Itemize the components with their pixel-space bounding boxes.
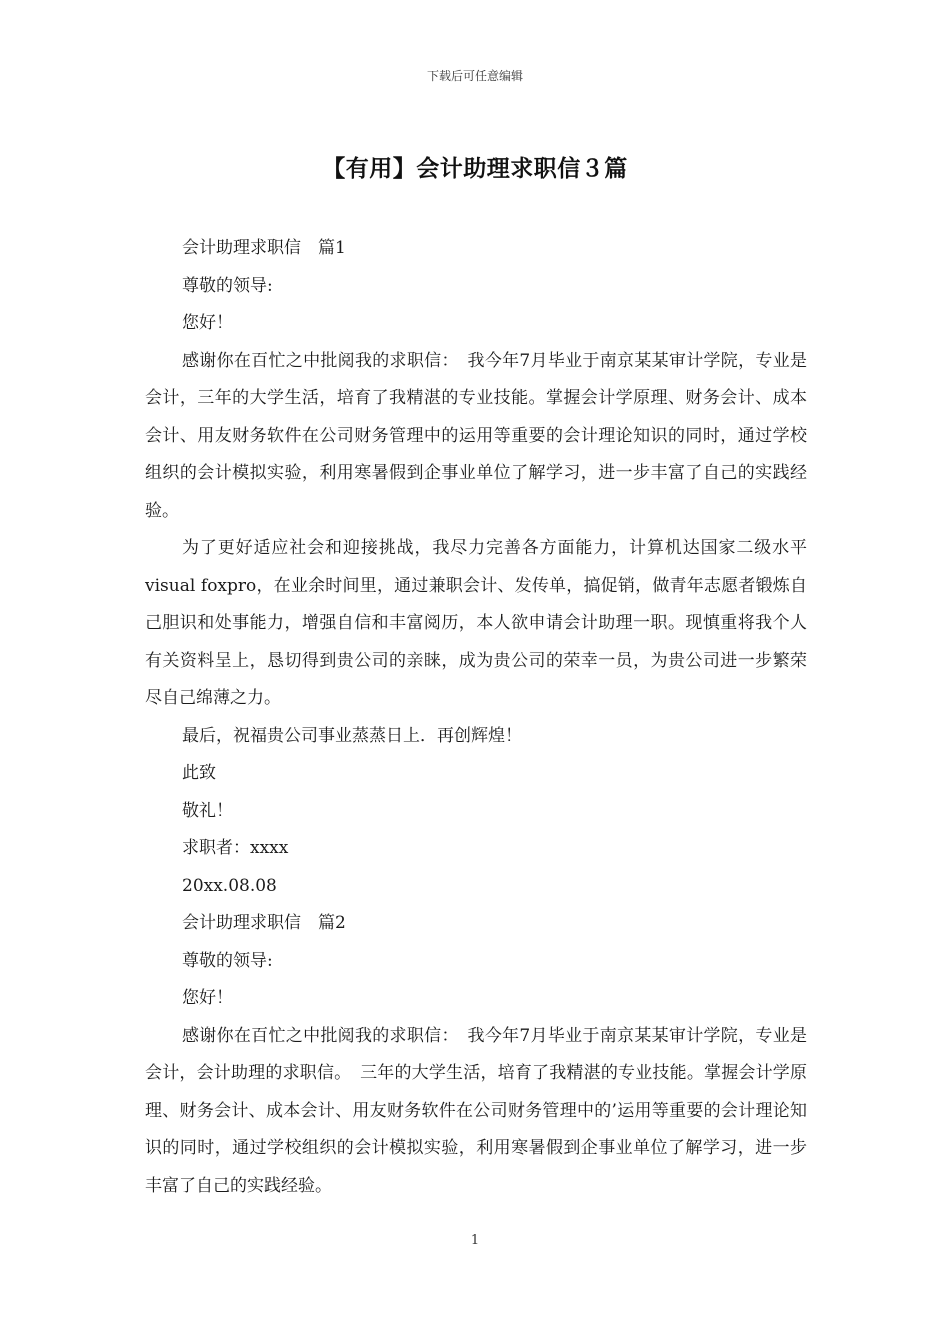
signature: 求职者：xxxx [182,838,289,858]
section-heading-2: 会计助理求职信 篇2 [182,913,346,933]
body-paragraph: 感谢你在百忙之中批阅我的求职信： 我今年7月毕业于南京某某审计学院，专业是会计，三年的大学生活，培育了我精湛的专业技能。掌握会计学原理、财务会计、成本会计、用友财务软件在公司财务管理中的运用等重要的会计理论知识的同时，通过学校组织的会计模拟实验，利用寒暑假到企事业单位了解学习，进一步丰富了自己的实践经验。 [145,350,807,521]
document-body [145,230,807,1205]
closing-phrase: 此致 [182,763,216,783]
document-title: 【有用】会计助理求职信３篇 [322,156,628,182]
closing-wish: 最后，祝福贵公司事业蒸蒸日上．再创辉煌！ [182,725,522,746]
page-number: 1 [470,1233,480,1248]
greeting: 您好！ [182,988,233,1008]
body-paragraph: 为了更好适应社会和迎接挑战，我尽力完善各方面能力，计算机达国家二级水平visual foxpro，在业余时间里，通过兼职会计、发传单，搞促销，做青年志愿者锻炼自己胆识和处事能力，增强自信和丰富阅历，本人欲申请会计助理一职。现慎重将我个人有关资料呈上，恳切得到贵公司的亲睐，成为贵公司的荣幸一员，为贵公司进一步繁荣尽自己绵薄之力。 [145,538,807,708]
letter-date: 20xx.08.08 [182,875,277,896]
salutation: 尊敬的领导: [182,275,273,296]
salutation: 尊敬的领导: [182,950,273,971]
closing-regards: 敬礼！ [182,800,233,821]
greeting: 您好！ [182,313,233,333]
section-heading-1: 会计助理求职信 篇1 [182,238,346,258]
page-header-note: 下载后可任意编辑 [426,69,523,83]
body-paragraph: 感谢你在百忙之中批阅我的求职信： 我今年7月毕业于南京某某审计学院，专业是会计，会计助理的求职信。 三年的大学生活，培育了我精湛的专业技能。掌握会计学原理、财务会计、成本会计、用友财务软件在公司财务管理中的’运用等重要的会计理论知识的同时，通过学校组织的会计模拟实验，利用寒暑假到企事业单位了解学习，进一步丰富了自己的实践经验。 [145,1025,807,1196]
